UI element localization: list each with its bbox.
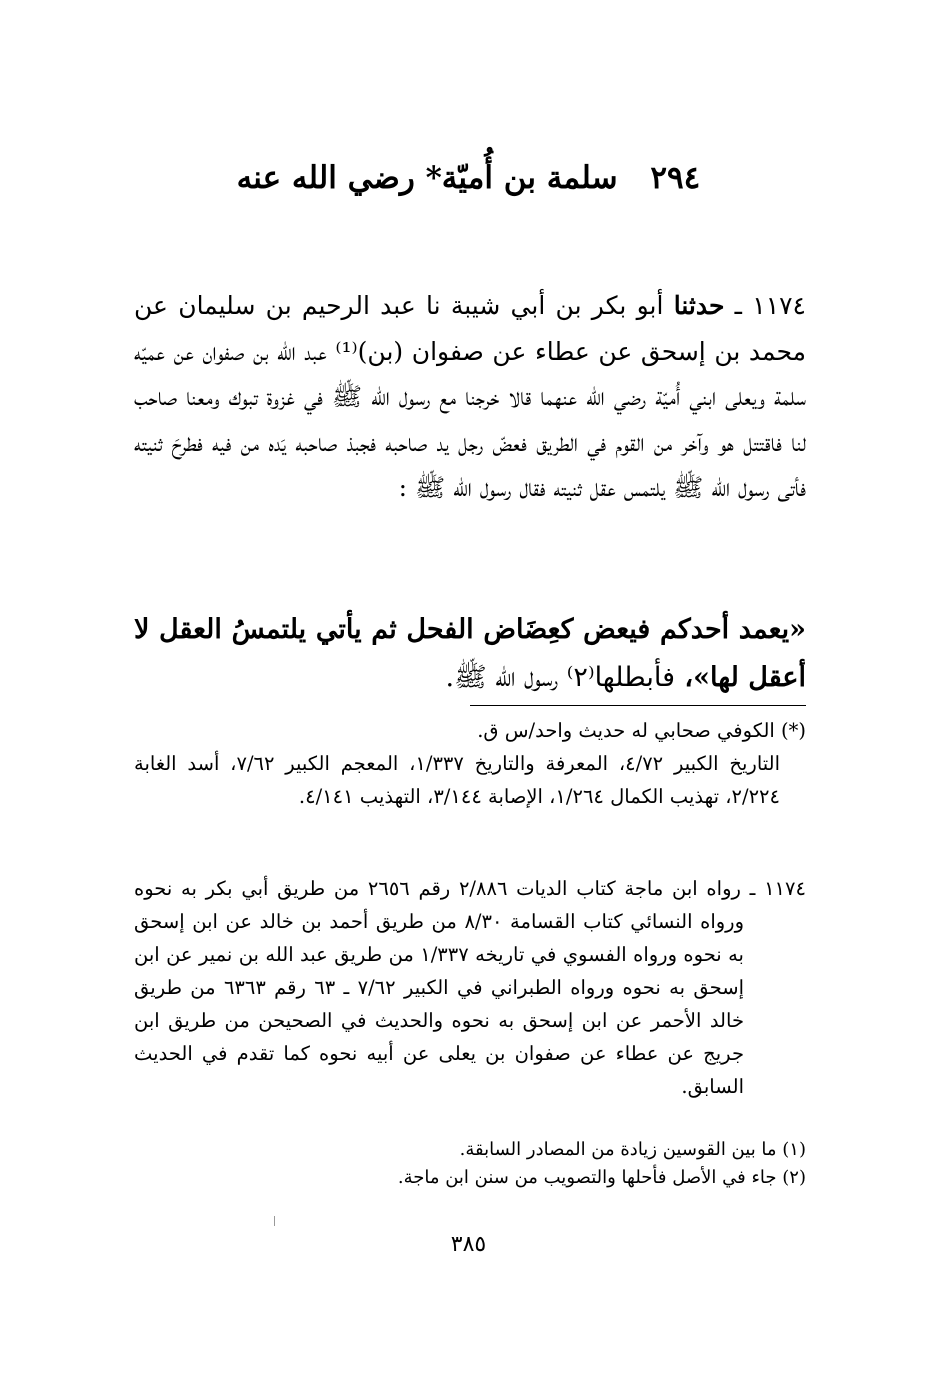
- footnote-star-refs: التاريخ الكبير ٤/٧٢، المعرفة والتاريخ ١/٣٣٧، المعجم الكبير ٧/٦٢، أسد الغابة ٢/٢٢٤، تهذيب الكمال ١/٢٦٤، الإصابة ٣/١٤٤، التهذيب ٤/١٤١.: [134, 752, 781, 808]
- page-number: ٣٨٥: [450, 1232, 487, 1257]
- quote-text: «يعمد أحدكم فيعض كعِضَاض الفحل ثم يأتي يلتمسُ العقل لا أعقل لها»،: [134, 614, 806, 693]
- chapter-number: ٢٩٤: [650, 160, 701, 196]
- hadith-number: ١١٧٤ ـ: [734, 291, 806, 320]
- chapter-title: [0, 160, 937, 196]
- footnote-takhrij: [134, 872, 806, 1103]
- chapter-heading: سلمة بن أُميّة* رضي الله عنه: [236, 160, 618, 196]
- hadith-text: [134, 283, 806, 511]
- footnote-star-line: (*) الكوفي صحابي له حديث واحد/س ق.: [477, 719, 806, 742]
- footnote-notes: [134, 1136, 806, 1192]
- prophetic-quote: [134, 606, 806, 702]
- quote-tail: فأبطلها⁽٢⁾ رسول الله ﷺ.: [445, 662, 675, 693]
- hadith-body: أبو بكر بن أبي شيبة نا عبد الرحيم بن سليمان عن محمد بن إسحق عن عطاء عن صفوان (بن)⁽¹⁾ عبد الله بن صفوان عن عميّه سلمة ويعلى ابني أُميّة رضي الله عنهما قالا خرجنا مع رسول الله ﷺ في غزوة تبوك ومعنا صاحب لنا فاقتتل هو وآخر من القوم في الطريق فعضّ رجل يد صاحبه فجبذ صاحبه يَده من فيه فطرحَ ثنيته فأتى رسول الله ﷺ يلتمس عقل ثنيته فقال رسول الله ﷺ :: [134, 291, 806, 502]
- footnote-note-2: (٢) جاء في الأصل فأحلها والتصويب من سنن ابن ماجة.: [397, 1167, 806, 1188]
- hadith-intro: حدثنا: [673, 291, 725, 320]
- footnote-separator: [470, 705, 806, 706]
- footnote-takhrij-text: ١١٧٤ ـ رواه ابن ماجة كتاب الديات ٢/٨٨٦ رقم ٢٦٥٦ من طريق أبي بكر به نحوه ورواه النسائي كتاب القسامة ٨/٣٠ من طريق أحمد بن خالد عن ابن إسحق به نحوه ورواه الفسوي في تاريخه ١/٣٣٧ من طريق عبد الله بن نمير عن ابن إسحق به نحوه ورواه الطبراني في الكبير ٧/٦٢ ـ ٦٣ رقم ٦٣٦٣ من طريق خالد الأحمر عن ابن إسحق به نحوه والحديث في الصحيحن من طريق ابن جريج عن عطاء عن صفوان بن يعلى عن أبيه نحوه كما تقدم في الحديث السابق.: [134, 877, 806, 1098]
- footnote-note-1: (١) ما بين القوسين زيادة من المصادر السابقة.: [459, 1139, 806, 1160]
- footnote-star: [134, 714, 806, 813]
- scan-mark: [274, 1216, 277, 1226]
